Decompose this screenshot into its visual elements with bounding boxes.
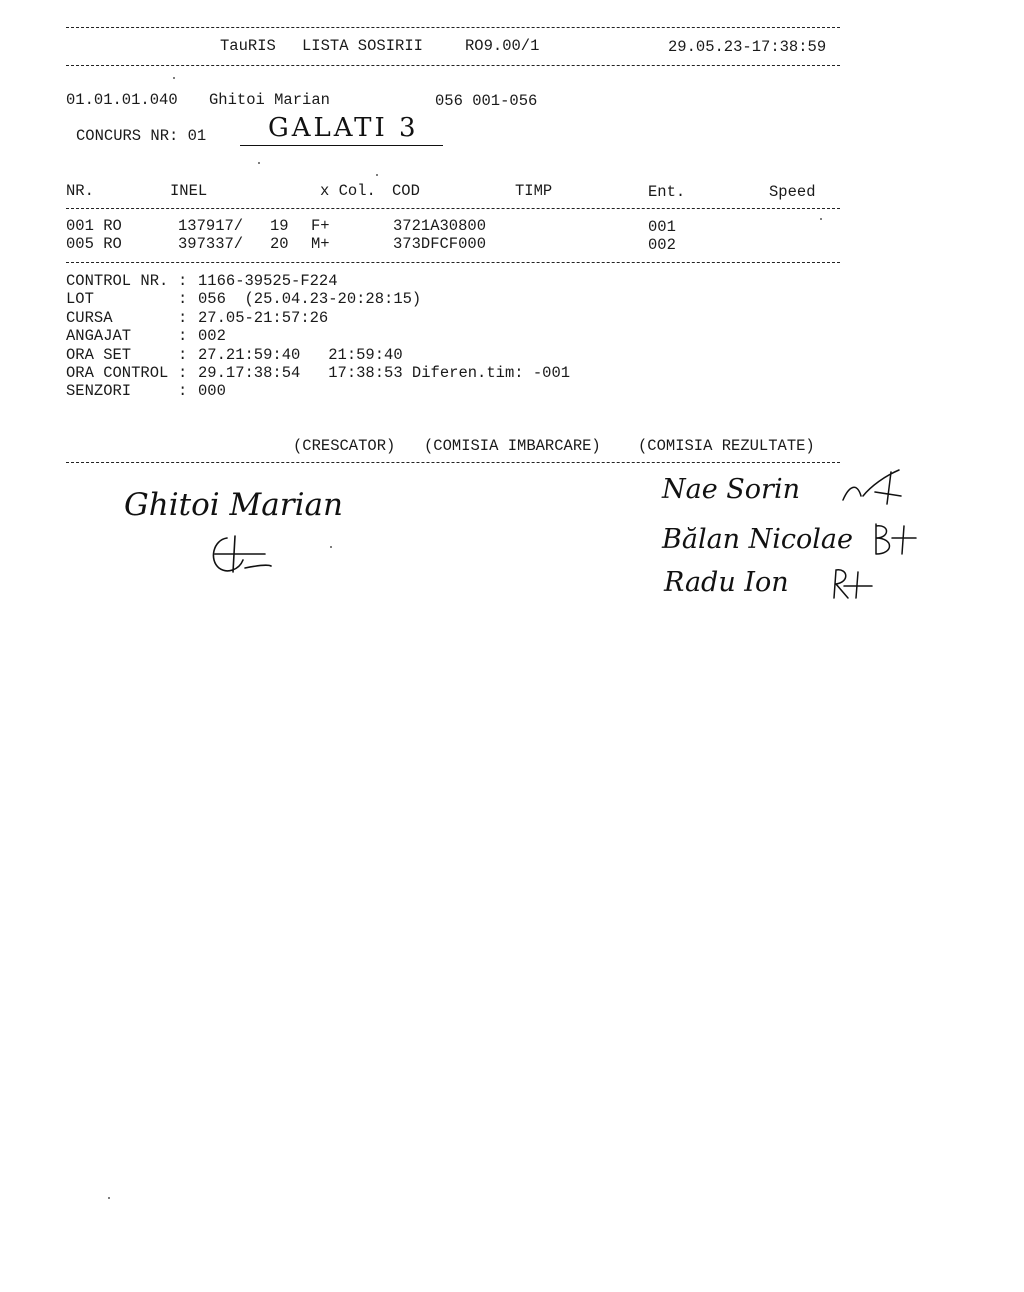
row-year: 19 — [270, 217, 289, 235]
control-value: 1166-39525-F224 — [198, 272, 338, 290]
scan-speck — [173, 77, 175, 79]
print-datetime: 29.05.23-17:38:59 — [668, 38, 827, 56]
row-ent: 001 — [648, 218, 676, 236]
control-sep: : — [178, 309, 188, 327]
signature-label-crescator: (CRESCATOR) — [293, 437, 396, 455]
contest-underline — [240, 145, 443, 146]
separator-line — [66, 462, 840, 463]
scan-speck — [108, 1197, 110, 1199]
committee-signature-mark — [835, 466, 905, 511]
control-value: 27.05-21:57:26 — [198, 309, 329, 327]
row-ent: 002 — [648, 236, 676, 254]
col-header-col: x Col. — [320, 182, 376, 200]
row-year: 20 — [270, 235, 289, 253]
row-cod: 3721A30800 — [393, 217, 487, 235]
control-value: 056 (25.04.23-20:28:15) — [198, 290, 422, 308]
separator-line — [66, 262, 840, 263]
col-header-speed: Speed — [769, 183, 816, 201]
col-header-timp: TIMP — [515, 182, 553, 200]
committee-member-name: Nae Sorin — [662, 474, 800, 505]
control-value: 27.21:59:40 21:59:40 — [198, 346, 403, 364]
control-sep: : — [178, 346, 188, 364]
contest-handwritten-name: GALATI 3 — [268, 113, 419, 143]
contest-label: CONCURS NR: 01 — [76, 127, 207, 145]
owner-id: 01.01.01.040 — [66, 91, 178, 109]
col-header-inel: INEL — [170, 182, 208, 200]
system-name: TauRIS — [220, 37, 276, 55]
control-sep: : — [178, 382, 188, 400]
document-title: LISTA SOSIRII — [302, 37, 423, 55]
control-key: CURSA — [66, 309, 113, 327]
signature-label-imbarcare: (COMISIA IMBARCARE) — [424, 437, 601, 455]
breeder-handwritten-name: Ghitoi Marian — [124, 487, 343, 523]
control-sep: : — [178, 327, 188, 345]
control-key: CONTROL NR. — [66, 272, 169, 290]
col-header-nr: NR. — [66, 182, 94, 200]
control-key: SENZORI — [66, 382, 132, 400]
control-sep: : — [178, 364, 188, 382]
control-value: 002 — [198, 327, 226, 345]
col-header-cod: COD — [392, 182, 420, 200]
row-sex: F+ — [311, 217, 330, 235]
control-key: ORA CONTROL — [66, 364, 169, 382]
row-inel: 397337/ — [178, 235, 244, 253]
scan-speck — [330, 546, 332, 548]
control-value: 29.17:38:54 17:38:53 Diferen.tim: -001 — [198, 364, 571, 382]
col-header-ent: Ent. — [648, 183, 686, 201]
row-nr: 005 RO — [66, 235, 122, 253]
owner-name: Ghitoi Marian — [209, 91, 330, 109]
row-inel: 137917/ — [178, 217, 244, 235]
scan-speck — [376, 174, 378, 176]
scan-speck — [258, 162, 260, 164]
control-sep: : — [178, 272, 188, 290]
control-key: ANGAJAT — [66, 327, 132, 345]
separator-line — [66, 27, 840, 28]
scan-speck — [820, 218, 822, 220]
separator-line — [66, 65, 840, 66]
signature-label-rezultate: (COMISIA REZULTATE) — [638, 437, 815, 455]
committee-signature-mark — [828, 566, 878, 602]
document-code: RO9.00/1 — [465, 37, 540, 55]
row-cod: 373DFCF000 — [393, 235, 487, 253]
control-sep: : — [178, 290, 188, 308]
control-key: LOT — [66, 290, 94, 308]
committee-signature-mark — [870, 520, 920, 560]
control-value: 000 — [198, 382, 226, 400]
committee-member-name: Bălan Nicolae — [662, 524, 853, 555]
breeder-signature-mark — [205, 532, 275, 577]
committee-member-name: Radu Ion — [664, 567, 789, 598]
separator-line — [66, 208, 840, 209]
owner-range: 056 001-056 — [435, 92, 538, 110]
control-key: ORA SET — [66, 346, 132, 364]
row-sex: M+ — [311, 235, 330, 253]
row-nr: 001 RO — [66, 217, 122, 235]
